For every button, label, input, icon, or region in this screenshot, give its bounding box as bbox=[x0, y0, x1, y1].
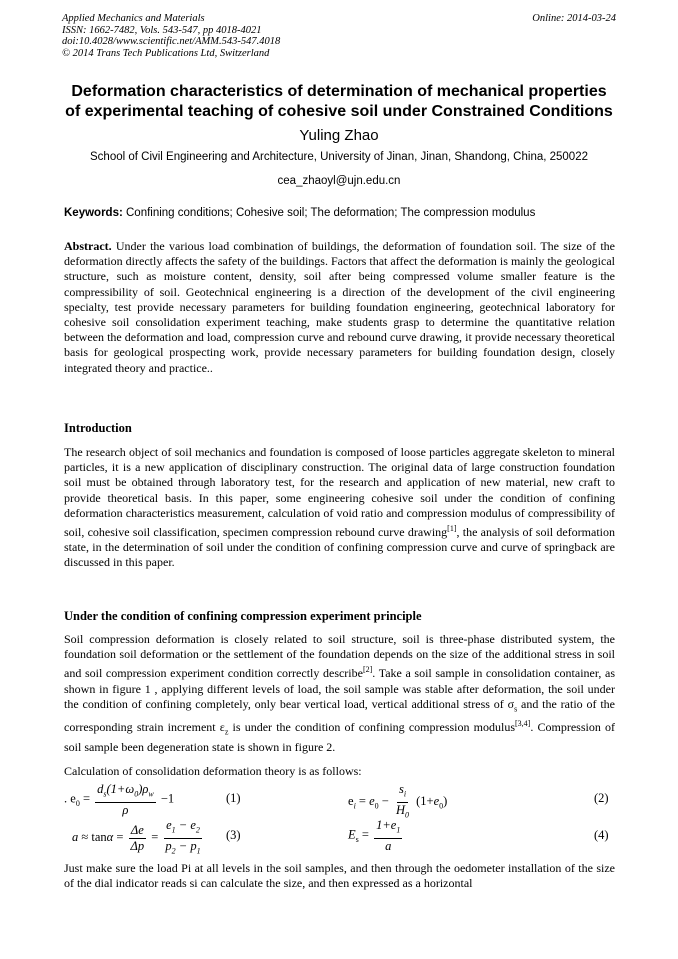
subscript-z: z bbox=[224, 727, 229, 737]
abstract bbox=[64, 239, 615, 376]
equation-2: $e_i = e_0$ − $\frac{s_i}{H_0}$ $(1+e_0)$ bbox=[348, 782, 447, 822]
equation-3-fraction-b: $\frac{e_1 - e_2}{p_2 - p_1}$ bbox=[165, 818, 201, 855]
keywords-text: Confining conditions; Cohesive soil; The deformation; The compression modulus bbox=[122, 207, 536, 219]
introduction-paragraph bbox=[64, 445, 615, 571]
journal-header bbox=[62, 13, 616, 59]
equation-4-fraction: $\frac{1+e_1}{a}$ bbox=[376, 818, 401, 853]
citation-3-4[interactable]: [3,4] bbox=[515, 719, 531, 729]
principle-paragraph bbox=[64, 632, 615, 755]
citation-2[interactable]: [2] bbox=[362, 665, 373, 675]
equation-3-number: (3) bbox=[226, 828, 241, 842]
keywords bbox=[64, 207, 616, 219]
online-date: Online: 2014-03-24 bbox=[532, 13, 616, 24]
principle-text-a: Soil compression deformation is closely related to soil structure, soil is three-phase distributed system, the foundation soil deformation or the settlement of the foundation depends on the size of the additional stress in soil and soil compression experiment condition correctly describe bbox=[64, 632, 615, 681]
principle-heading: Under the condition of confining compression experiment principle bbox=[64, 609, 422, 623]
author-name: Yuling Zhao bbox=[299, 127, 379, 144]
intro-text-a: The research object of soil mechanics and foundation is composed of loose particles aggregate skeleton to mineral particles, it is a new application of disciplinary construction. The original data of large construction foundation soil must be obtained through laboratory test, for the research and application of new material, new craft to provide theoretical basis. In this paper, some engineering cohesive soil under the condition of confining deformation characteristics measurement, calculation of void ratio and compression modulus of compressibility of soil, cohesive soil classification, specimen compression rebound curve drawing bbox=[64, 445, 615, 540]
closing-paragraph: Just make sure the load Pi at all levels in the soil samples, and then through the oedometer installation of the size of the dial indicator reads si can calculate the size, and then expressed as a horizontal bbox=[64, 861, 615, 891]
author-affiliation: School of Civil Engineering and Architecture, University of Jinan, Jinan, Shandong, China, 250022 bbox=[90, 151, 588, 163]
citation-1[interactable]: [1] bbox=[447, 524, 457, 534]
journal-name: Applied Mechanics and Materials bbox=[62, 13, 205, 24]
equation-4-number: (4) bbox=[594, 828, 609, 842]
paper-title bbox=[50, 82, 628, 122]
principle-text-b: . Take a soil sample in consolidation container, as shown in figure 1 , applying different levels of load, the soil sample was stable after deformation, the soil under the condition of confining completely, only bear vertical load, vertical additional stress of σ bbox=[64, 666, 615, 711]
abstract-label: Abstract. bbox=[64, 239, 112, 253]
title-line-2: of experimental teaching of cohesive soil under Constrained Conditions bbox=[65, 103, 613, 120]
equation-1-fraction: $\frac{d_s(1+\omega_0)\rho_w}{\rho}$ bbox=[97, 782, 154, 817]
equation-1: . $e_0$ = $\frac{d_s(1+\omega_0)\rho_w}{\rho}$ −1 bbox=[64, 782, 175, 817]
equation-2-fraction: $\frac{s_i}{H_0}$ bbox=[395, 782, 410, 819]
principle-text-c: and the ratio of the corresponding strain increment ε bbox=[64, 696, 615, 735]
equation-3: a ≈ tanα = $\frac{\Delta e}{\Delta p}$ = $\frac{e_1 - e_2}{p_2 - p_1}$ bbox=[72, 818, 205, 858]
journal-doi[interactable]: doi:10.4028/www.scientific.net/AMM.543-547.4018 bbox=[62, 36, 281, 48]
journal-copyright: © 2014 Trans Tech Publications Ltd, Switzerland bbox=[62, 47, 270, 59]
principle-text-d: is under the condition of confining compression modulus bbox=[228, 720, 516, 735]
principle-text-e: . Compression of soil sample been degeneration state is shown in figure 2. bbox=[64, 720, 616, 754]
equation-1-number: (1) bbox=[226, 791, 241, 805]
calculation-intro: Calculation of consolidation deformation theory is as follows: bbox=[64, 764, 362, 778]
journal-issn: ISSN: 1662-7482, Vols. 543-547, pp 4018-4021 bbox=[62, 24, 262, 36]
equation-4: $E_s$ = $\frac{1+e_1}{a}$ bbox=[348, 818, 401, 853]
abstract-text: Under the various load combination of buildings, the deformation of foundation soil. The size of the deformation directly affects the safety of the buildings. Factors that affect the deformation is mainly the geological structure, such as moisture content, density, soil after being compressed volume smaller feature is the compressibility of soil. Geotechnical engineering is a direction of the development of the civil engineering specialty, test provide necessary parameters for building foundation engineering, geotechnical laboratory for cohesive soil consolidation experiment teaching, make students grasp to determine the quantitative relation between the deformation and load, compression curve and rebound curve drawing, it provide necessary theoretical basis for geological prospecting work, provide necessary parameters for building foundation design, closely integrated theory and practice.. bbox=[64, 239, 615, 375]
equation-2-number: (2) bbox=[594, 791, 609, 805]
introduction-heading: Introduction bbox=[64, 421, 132, 435]
title-line-1: Deformation characteristics of determination of mechanical properties bbox=[71, 83, 607, 100]
intro-text-b: , the analysis of soil deformation state, in the determination of soil under the condition of confining compression curve and curve of springback are discussed in this paper. bbox=[64, 525, 616, 570]
subscript-s: s bbox=[514, 704, 518, 714]
keywords-label: Keywords: bbox=[64, 207, 123, 219]
equation-3-fraction-a: $\frac{\Delta e}{\Delta p}$ bbox=[130, 822, 145, 853]
author-email[interactable]: cea_zhaoyl@ujn.edu.cn bbox=[277, 175, 401, 187]
